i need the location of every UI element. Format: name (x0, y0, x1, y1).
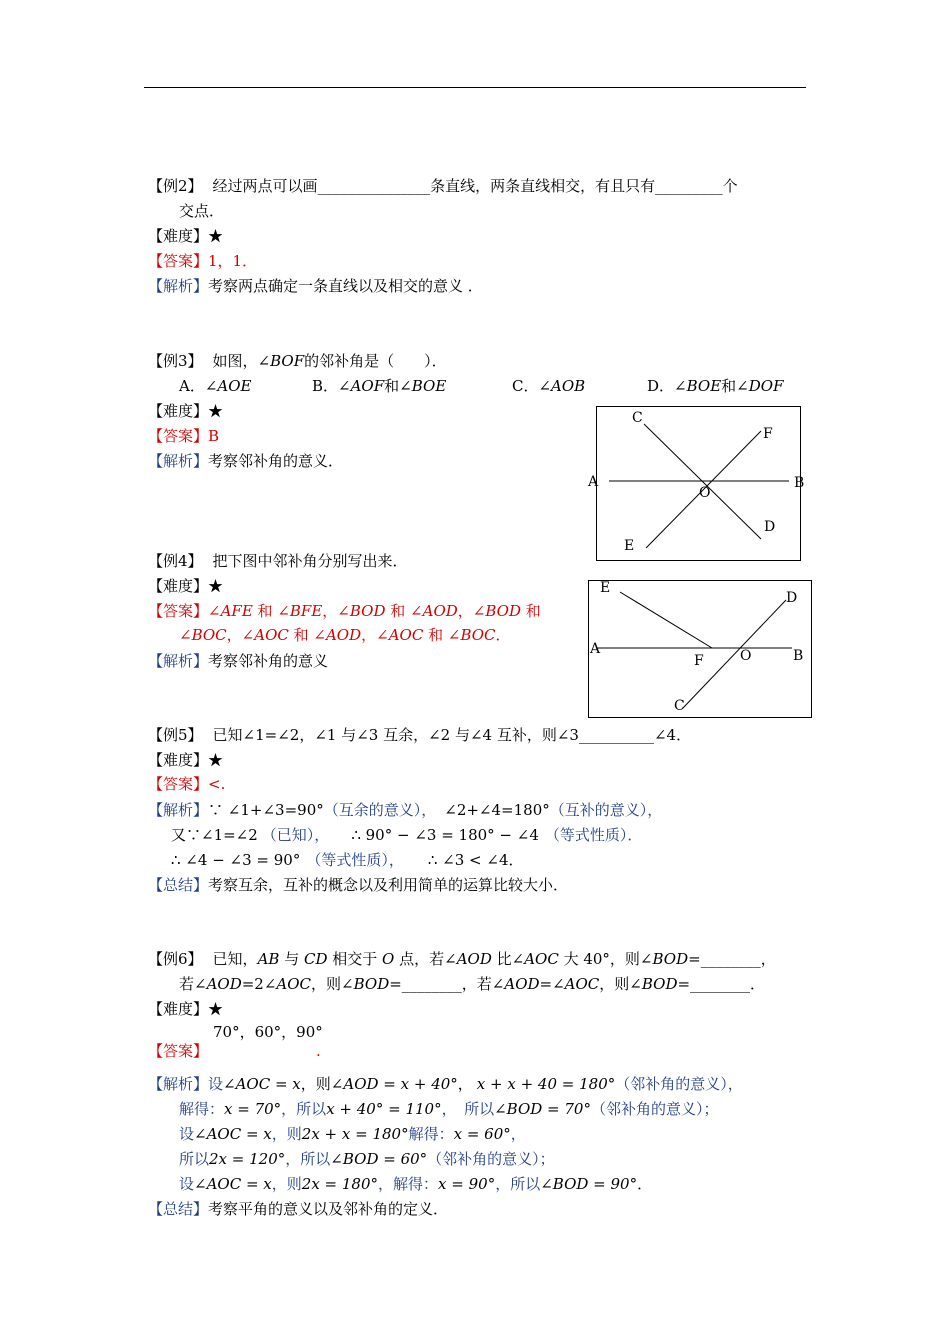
ex5-analysis-line3: ∴ ∠4 − ∠3 = 90° （等式性质）， ∴ ∠3 < ∠4． (171, 851, 524, 869)
ex4-question: 【例4】 把下图中邻补角分别写出来． (148, 552, 408, 570)
ex6-question: 【例6】 已知，AB 与 CD 相交于 O 点，若∠AOD 比∠AOC 大 40°，则∠BOD=________， (148, 950, 776, 968)
ex6-analysis-line2: 解得：x = 70°，所以x + 40° = 110°， 所以∠BOD = 70°（邻补角的意义）； (179, 1100, 719, 1118)
label-b: B (793, 648, 804, 664)
label-a: A (590, 641, 601, 657)
ex3-option-d[interactable]: D．∠BOE和∠DOF (647, 377, 784, 395)
label-c: C (632, 410, 643, 426)
ex3-option-a[interactable]: A．∠AOE (179, 377, 252, 395)
ex3-answer: 【答案】B (148, 427, 220, 445)
label-f: F (694, 653, 704, 669)
ex5-analysis-line2: 又∵∠1=∠2 （已知）， ∴ 90° − ∠3 = 180° − ∠4 （等式性质）． (171, 826, 643, 844)
star-icon: ★ (208, 751, 224, 769)
ex2-answer: 【答案】1，1． (148, 252, 258, 270)
ex3-figure (588, 406, 805, 561)
ex6-analysis-line1: 【解析】设∠AOC = x，则∠AOD = x + 40°， x + x + 40 = 180°（邻补角的意义）， (148, 1075, 743, 1093)
ex4-analysis: 【解析】考察邻补角的意义 (148, 652, 329, 670)
label-a: A (588, 474, 599, 490)
label-e: E (624, 538, 635, 554)
label-b: B (794, 475, 805, 491)
star-icon: ★ (208, 577, 224, 595)
ex2-blank-2[interactable]: _________ (655, 177, 723, 195)
ex6-difficulty: 【难度】★ (148, 1000, 224, 1018)
ex6-question-cont: 若∠AOD=2∠AOC，则∠BOD=________，若∠AOD=∠AOC，则∠BOD=________． (179, 975, 766, 993)
ex5-summary: 【总结】考察互余，互补的概念以及利用简单的运算比较大小． (148, 876, 569, 894)
ex3-analysis: 【解析】考察邻补角的意义． (148, 452, 344, 470)
ex2-question-cont: 交点． (179, 202, 225, 220)
ex6-analysis-line4: 所以2x = 120°，所以∠BOD = 60°（邻补角的意义）； (179, 1150, 555, 1168)
ex6-answer: 【答案】 . (148, 1042, 321, 1060)
label-d: D (786, 590, 798, 606)
ex3-option-b[interactable]: B．∠AOF和∠BOE (312, 377, 447, 395)
label-c: C (674, 698, 685, 714)
ex5-analysis-line1: 【解析】∵ ∠1+∠3=90°（互余的意义）， ∠2+∠4=180°（互补的意义）， (148, 801, 663, 819)
ex3-option-c[interactable]: C．∠AOB (512, 377, 586, 395)
ex6-answer-values: 70°，60°，90° (213, 1023, 323, 1041)
ex2-label: 【例2】 (148, 177, 203, 195)
ex5-answer: 【答案】<. (148, 775, 226, 793)
label-e: E (600, 580, 611, 596)
label-o: O (740, 648, 752, 664)
ex3-question: 【例3】 如图，∠BOF的邻补角是（ ）． (148, 352, 447, 370)
ex6-analysis-line5: 设∠AOC = x，则2x = 180°，解得：x = 90°，所以∠BOD = 90°． (179, 1175, 653, 1193)
ex5-blank[interactable]: __________ (578, 726, 654, 744)
ex6-summary: 【总结】考察平角的意义以及邻补角的定义． (148, 1200, 449, 1218)
ex2-question: 【例2】 经过两点可以画_______________条直线，两条直线相交，有且只有_________个 (148, 177, 738, 195)
ex3-difficulty: 【难度】★ (148, 402, 224, 420)
ex6-analysis-line3: 设∠AOC = x，则2x + x = 180°解得：x = 60°， (179, 1125, 526, 1143)
header-rule (144, 87, 806, 88)
ex5-question: 【例5】 已知∠1=∠2，∠1 与∠3 互余，∠2 与∠4 互补，则∠3__________∠4． (148, 726, 692, 744)
ex5-difficulty: 【难度】★ (148, 751, 224, 769)
label-o: O (699, 485, 711, 501)
star-icon: ★ (208, 402, 224, 420)
star-icon: ★ (208, 1000, 224, 1018)
ex4-figure (588, 580, 812, 718)
star-icon: ★ (208, 227, 224, 245)
ex4-answer: 【答案】∠AFE 和 ∠BFE，∠BOD 和 ∠AOD，∠BOD 和 (148, 602, 541, 620)
label-f: F (763, 426, 773, 442)
line-fe (620, 592, 712, 648)
ex4-difficulty: 【难度】★ (148, 577, 224, 595)
ex2-analysis: 【解析】考察两点确定一条直线以及相交的意义 ． (148, 277, 483, 295)
ex2-blank-1[interactable]: _______________ (317, 177, 431, 195)
ex2-difficulty: 【难度】★ (148, 227, 224, 245)
ex4-figure-border (589, 581, 812, 718)
label-d: D (764, 519, 776, 535)
ex4-answer-cont: ∠BOC，∠AOC 和 ∠AOD，∠AOC 和 ∠BOC． (179, 626, 511, 644)
